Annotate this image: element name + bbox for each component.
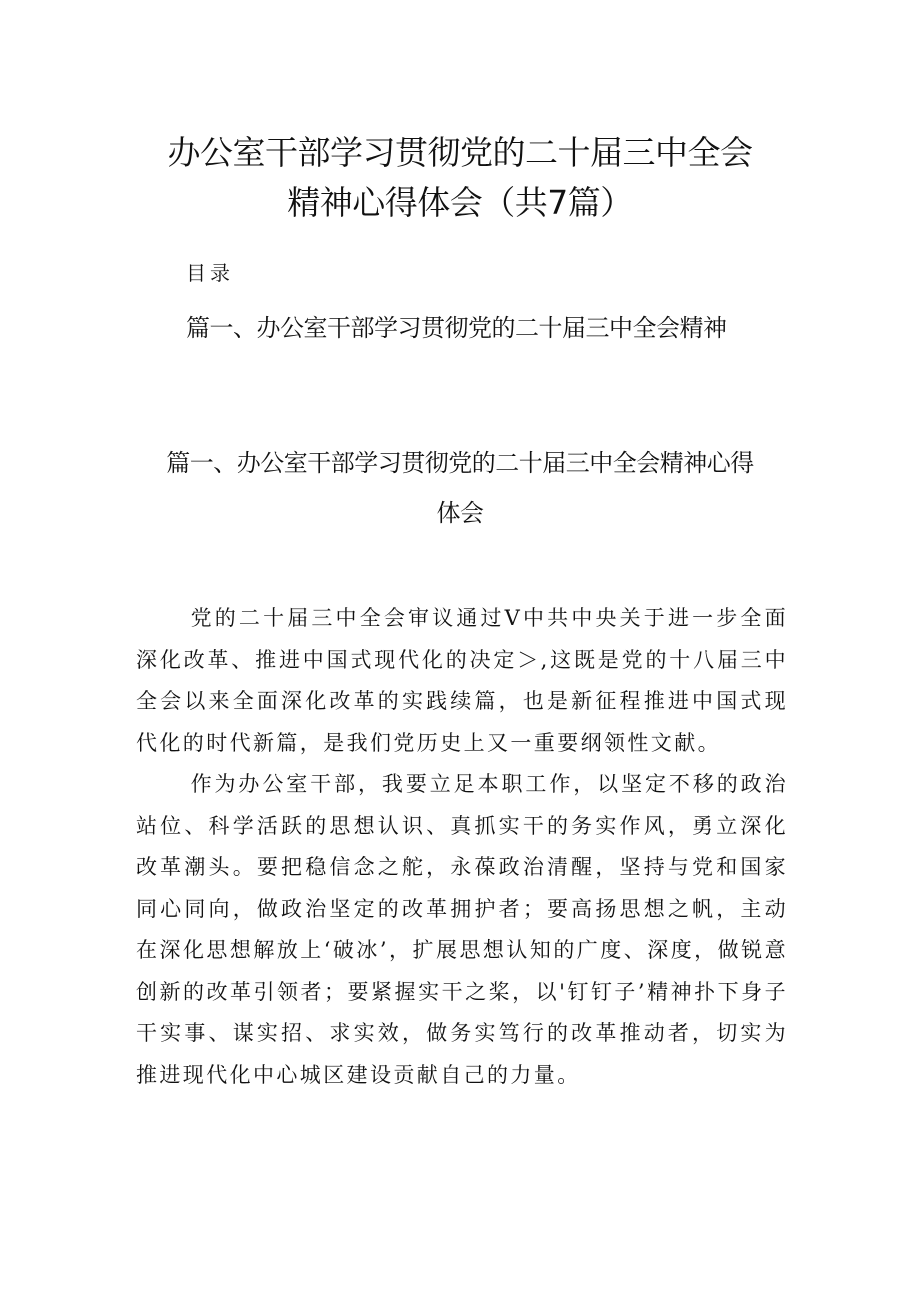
section-title-line-2: 体会	[436, 499, 484, 527]
body-text	[136, 598, 788, 1096]
paragraph-2: 作为办公室干部，我要立足本职工作，以坚定不移的政治站位、科学活跃的思想认识、真抓实干的务实作风，勇立深化改革潮头。要把稳信念之舵，永葆政治清醒，坚持与党和国家同心同向，做政治坚定的改革拥护者；要高扬思想之帆，主动在深化思想解放上‘破冰’，扩展思想认知的广度、深度，做锐意创新的改革引领者；要紧握实干之桨，以'钉钉子’精神扑下身子干实事、谋实招、求实效，做务实笃行的改革推动者，切实为推进现代化中心城区建设贡献自己的力量。	[136, 772, 788, 1087]
document-title-line-1: 办公室干部学习贯彻党的二十届三中全会	[167, 133, 753, 172]
section-title-line-1: 篇一、办公室干部学习贯彻党的二十届三中全会精神心得	[166, 449, 754, 477]
toc-item-1[interactable]: 篇一、办公室干部学习贯彻党的二十届三中全会精神	[186, 314, 727, 342]
document-title	[0, 128, 920, 228]
toc-label: 目录	[186, 261, 234, 285]
document-title-line-2: 精神心得体会（共7篇）	[287, 183, 633, 222]
paragraph-1: 党的二十届三中全会审议通过V中共中央关于进一步全面深化改革、推进中国式现代化的决定＞,这既是党的十八届三中全会以来全面深化改革的实践续篇，也是新征程推进中国式现代化的时代新篇，是我们党历史上又一重要纲领性文献。	[136, 606, 788, 755]
section-title	[0, 438, 920, 538]
